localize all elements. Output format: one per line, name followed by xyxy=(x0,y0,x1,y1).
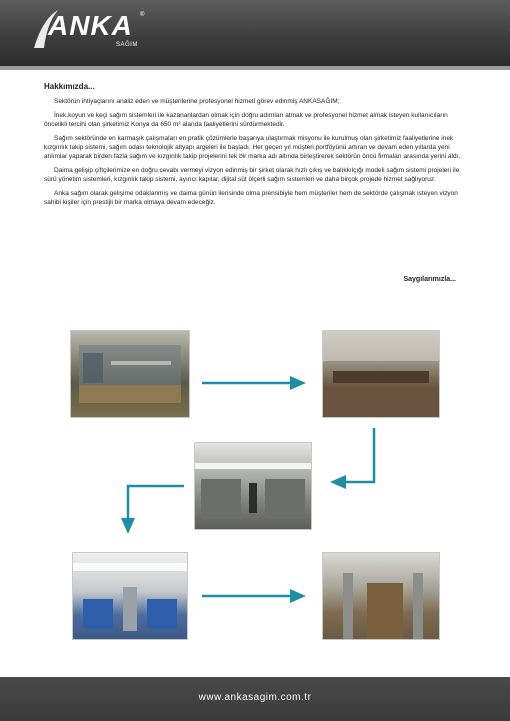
about-section xyxy=(44,82,470,212)
photo-construction xyxy=(322,330,440,418)
closing-text: Saygılarımızla... xyxy=(403,276,456,283)
photo-milking-parlor-2 xyxy=(72,552,188,640)
arrow-down-left-icon xyxy=(328,428,380,490)
header-band xyxy=(0,66,510,70)
paragraph-2: İnek,koyun ve keçi sağım sistemleri ile kazananlardan olmak için doğru adımları atmak ve profesyonel hizmet almak isteyen kullanıcıların öncelikli tercihi olan şirketimiz Konya da 650 m² alanda faaliyetlerini sürdürmektedir. xyxy=(44,112,448,128)
anka-logo xyxy=(30,6,170,56)
paragraph-1: Sektörün ihtiyaçlarını analiz eden ve müşterilerine profesyonel hizmeti görev edinmiş ANKASAĞIM; xyxy=(54,98,340,105)
page-header xyxy=(0,0,510,66)
photo-milking-parlor-1 xyxy=(194,442,312,530)
section-heading: Hakkımızda... xyxy=(44,82,95,91)
photo-barn-render xyxy=(70,330,190,418)
paragraph-3: Sağım sektöründe en karmaşık çalışmaları en pratik çözümlerle başarıya ulaştırmak misyonu ile kurulmuş olan şirketimiz faaliyetlerine inek kızgınlık takip sistemi, sağım odası teknolojik altyapı argeleri ile başladı. Her geçen yıl müşteri portföyünü artıran ve devam eden yıllarda yeni atılımlar yaparak birden fazla sağım ve kızgınlık takip projelerini tek bir marka adı altında birleştirerek sektörün öncü firmaları arasında yerini aldı. xyxy=(44,135,461,160)
arrow-left-down-icon xyxy=(120,482,186,534)
paragraph-4: Daima gelişip çiftçilerimize en doğru cevabı vermeyi vizyon edinmiş bir şirket olarak hızlı çıkış ve balıkkılçığı modeli sağım sistemi projeleri ile sürü yönetim sistemleri, kızgınlık takip sistemi, ayırıcı kapılar, dijital süt ölçerli sağım sistemleri ve daha birçok projede hizmet sağlıyoruz. xyxy=(44,167,460,183)
page-footer xyxy=(0,677,510,721)
parlor-blue-illustration xyxy=(73,553,187,639)
parlor-illustration xyxy=(195,443,311,529)
photo-milking-pit xyxy=(322,552,440,640)
pit-illustration xyxy=(323,553,439,639)
barn-render-illustration xyxy=(71,331,189,417)
paragraph-5: Anka sağım olarak gelişime odaklanmış ve daima günün ilerisinde olma prensibiyle hem müşteriler hem de sektörde çalışmak isteyen vizyon sahibi kişiler için prestijli bir marka olmaya devam edeceğiz. xyxy=(44,190,458,206)
logo-text: ANKA xyxy=(48,10,133,41)
arrow-right-icon-2 xyxy=(202,588,306,604)
logo-subtitle: SAĞIM xyxy=(116,42,138,48)
construction-illustration xyxy=(323,331,439,417)
registered-mark: ® xyxy=(140,12,145,18)
website-link[interactable]: www.ankasagim.com.tr xyxy=(198,692,312,703)
arrow-right-icon xyxy=(202,375,306,391)
